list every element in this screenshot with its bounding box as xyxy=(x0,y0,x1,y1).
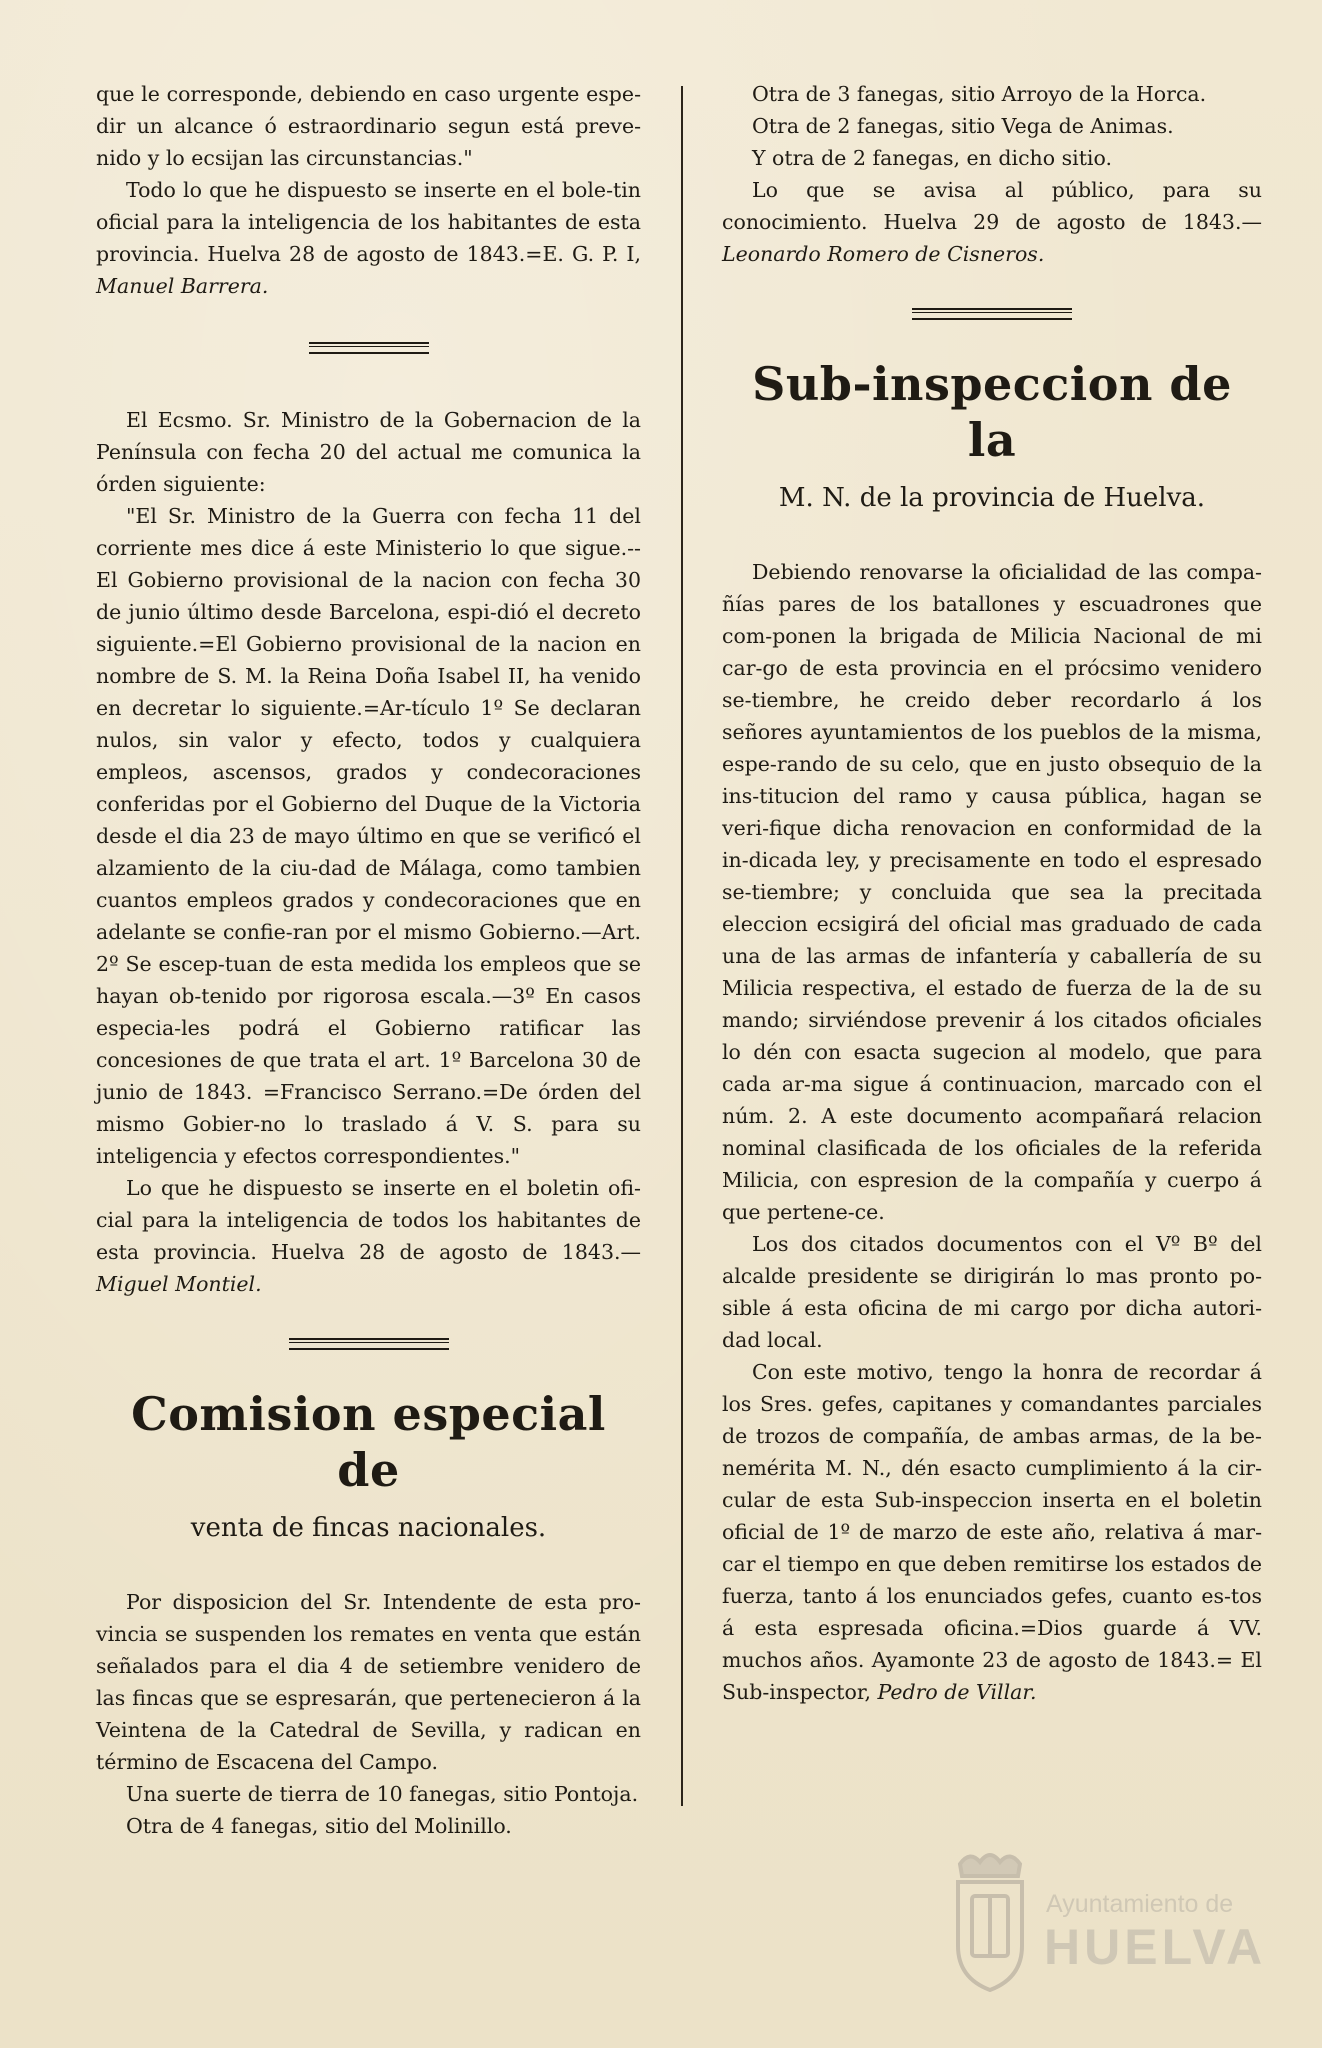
intro-paragraph-2 xyxy=(96,174,641,302)
ministry-signature: Miguel Montiel. xyxy=(96,1272,262,1296)
watermark-line-2: HUELVA xyxy=(1044,1919,1267,1975)
column-divider xyxy=(681,86,683,1806)
ministry-paragraph-3 xyxy=(96,1172,641,1300)
subinspection-paragraph-3-text: Con este motivo, tengo la honra de recordar á los Sres. gefes, capitanes y comandantes parciales de trozos de compañía, de ambas armas, de la be-nemérita M. N., dén esacto cumplimiento á la cir-cular de esta Sub-inspeccion inserta en el boletin oficial de 1º de marzo de este año, relativa á mar-car el tiempo en que deben remitirse los estados de fuerza, tanto á los enunciados gefes, cuanto es-tos á esta espresada oficina.=Dios guarde á VV. muchos años. Ayamonte 23 de agosto de 1843.= El Sub-inspector, xyxy=(722,1360,1262,1704)
left-column xyxy=(96,78,641,1842)
coat-of-arms-icon xyxy=(940,1846,1040,1996)
subinspection-paragraph-1: Debiendo renovarse la oficialidad de las compa-ñías pares de los batallones y escuadrones que com-ponen la brigada de Milicia Nacional de mi car-go de esta provincia en el prócsimo venidero se-tiembre, he creido deber recordarlo á los señores ayuntamientos de los pueblos de la misma, espe-rando de su celo, que en justo obsequio de la ins-titucion del ramo y causa pública, hagan se veri-fique dicha renovacion en conformidad de la in-dicada ley, y precisamente en todo el espresado se-tiembre; y concluida que sea la precitada eleccion ecsigirá del oficial mas graduado de cada una de las armas de infantería y caballería de su Milicia respectiva, el estado de fuerza de la de su mando; sirviéndose prevenir á los citados oficiales lo dén con esacta sugecion al modelo, que para cada ar-ma sigue á continuacion, marcado con el núm. 2. A este documento acompañará relacion nominal clasificada de los oficiales de la referida Milicia, con espresion de la compañía y cuerpo á que pertene-ce. xyxy=(722,560,1262,1224)
subinspection-paragraph-3 xyxy=(722,1356,1262,1708)
commission-heading: Comision especial de xyxy=(131,1387,606,1497)
watermark-line-1: Ayuntamiento de xyxy=(1046,1890,1234,1918)
ministry-paragraph-1: El Ecsmo. Sr. Ministro de la Gobernacion de la Península con fecha 20 del actual me comunica la órden siguiente: xyxy=(96,408,641,496)
ministry-paragraph-3-text: Lo que he dispuesto se inserte en el boletin ofi-cial para la inteligencia de todos los habitantes de esta provincia. Huelva 28 de agosto de 1843.— xyxy=(96,1176,641,1264)
lot-item: Otra de 4 fanegas, sitio del Molinillo. xyxy=(126,1814,512,1838)
intro-signature: Manuel Barrera. xyxy=(96,274,269,298)
notice-signature: Leonardo Romero de Cisneros. xyxy=(722,242,1045,266)
section-rule xyxy=(289,1338,449,1350)
commission-subheading: venta de fincas nacionales. xyxy=(190,1513,547,1543)
subinspection-paragraph-2: Los dos citados documentos con el Vº Bº del alcalde presidente se dirigirán lo mas pronto po-sible á esta oficina de mi cargo por dicha autori-dad local. xyxy=(722,1232,1262,1352)
subinspection-signature: Pedro de Villar. xyxy=(877,1680,1037,1704)
notice-paragraph xyxy=(722,174,1262,270)
intro-paragraph-2-text: Todo lo que he dispuesto se inserte en el bole-tin oficial para la inteligencia de los habitantes de esta provincia. Huelva 28 de agosto de 1843.=E. G. P. I, xyxy=(96,178,641,266)
watermark-logo xyxy=(940,1846,1267,1996)
section-rule xyxy=(309,342,429,354)
intro-paragraph-1: que le corresponde, debiendo en caso urgente espe-dir un alcance ó estraordinario segun está preve-nido y lo ecsijan las circunstancias." xyxy=(96,82,641,170)
lot-item: Una suerte de tierra de 10 fanegas, sitio Pontoja. xyxy=(126,1782,639,1806)
subinspection-subheading: M. N. de la provincia de Huelva. xyxy=(778,483,1206,513)
lot-item: Otra de 2 fanegas, sitio Vega de Animas. xyxy=(752,114,1174,138)
notice-paragraph-text: Lo que se avisa al público, para su conocimiento. Huelva 29 de agosto de 1843.— xyxy=(722,178,1262,234)
section-rule xyxy=(912,308,1072,320)
lot-item: Otra de 3 fanegas, sitio Arroyo de la Horca. xyxy=(752,82,1207,106)
lot-item: Y otra de 2 fanegas, en dicho sitio. xyxy=(752,146,1112,170)
subinspection-heading: Sub-inspeccion de la xyxy=(752,357,1232,467)
ministry-paragraph-2: "El Sr. Ministro de la Guerra con fecha 11 del corriente mes dice á este Ministerio lo que sigue.-- El Gobierno provisional de la nacion con fecha 30 de junio último desde Barcelona, espi-dió el decreto siguiente.=El Gobierno provisional de la nacion en nombre de S. M. la Reina Doña Isabel II, ha venido en decretar lo siguiente.=Ar-tículo 1º Se declaran nulos, sin valor y efecto, todos y cualquiera empleos, ascensos, grados y condecoraciones conferidas por el Gobierno del Duque de la Victoria desde el dia 23 de mayo último en que se verificó el alzamiento de la ciu-dad de Málaga, como tambien cuantos empleos grados y condecoraciones que en adelante se confie-ran por el mismo Gobierno.—Art. 2º Se escep-tuan de esta medida los empleos que se hayan ob-tenido por rigorosa escala.—3º En casos especia-les podrá el Gobierno ratificar las concesiones de que trata el art. 1º Barcelona 30 de junio de 1843. =Francisco Serrano.=De órden del mismo Gobier-no lo traslado á V. S. para su inteligencia y efectos correspondientes." xyxy=(96,504,641,1168)
commission-paragraph: Por disposicion del Sr. Intendente de esta pro-vincia se suspenden los remates en venta que están señalados para el dia 4 de setiembre venidero de las fincas que se espresarán, que pertenecieron á la Veintena de la Catedral de Sevilla, y radican en término de Escacena del Campo. xyxy=(96,1590,641,1774)
right-column xyxy=(722,78,1262,1708)
